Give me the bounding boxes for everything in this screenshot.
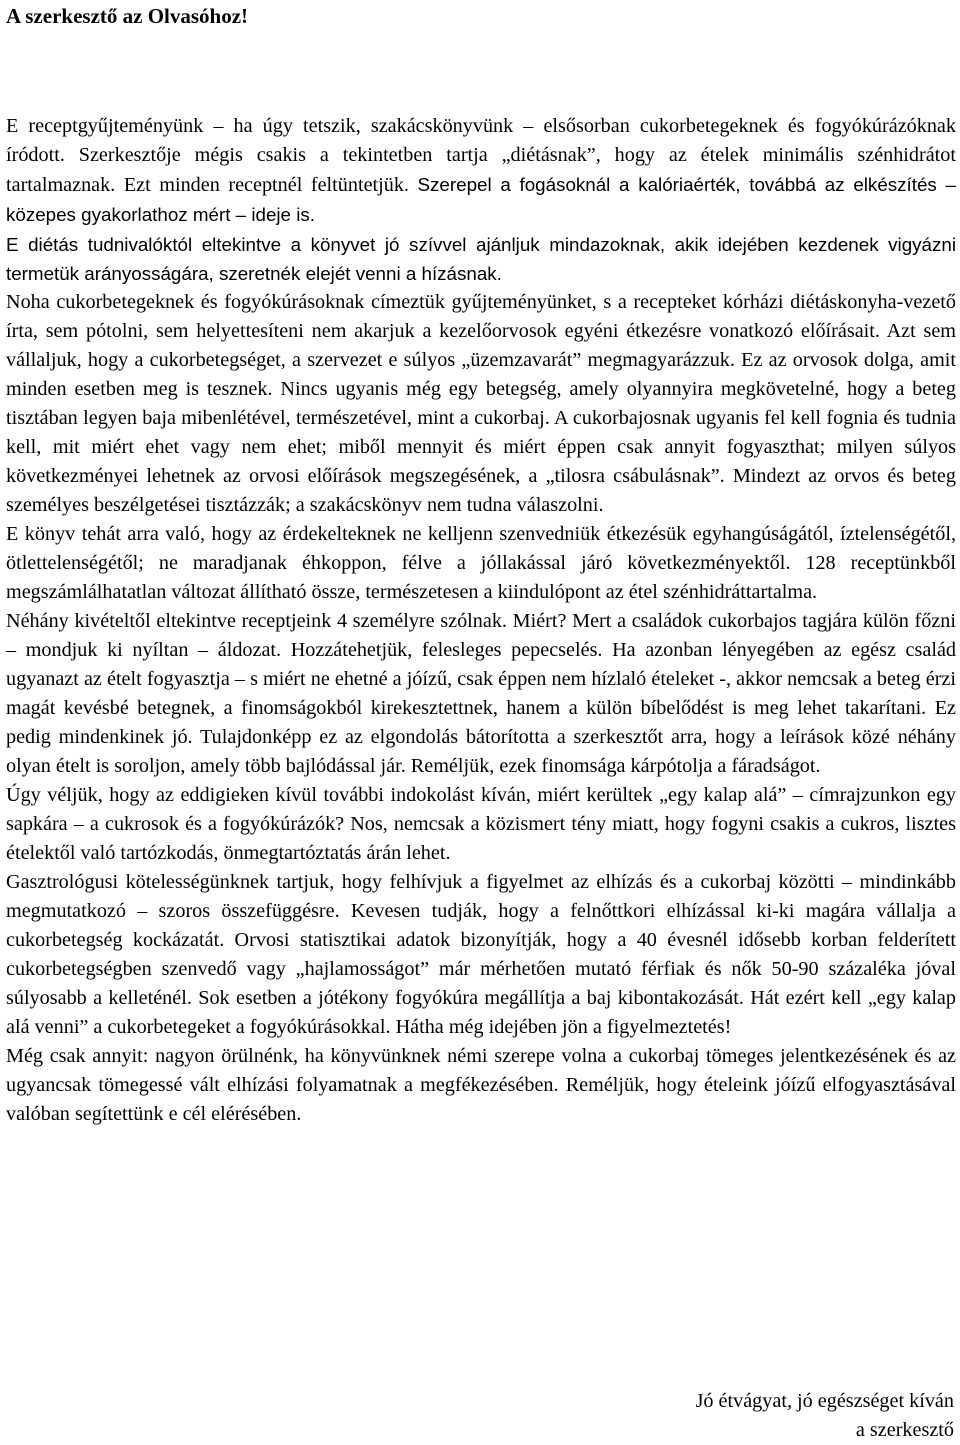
paragraph-intro: [6, 112, 956, 230]
paragraph-diet-note: E diétás tudnivalóktól eltekintve a könyvet jó szívvel ajánljuk mindazoknak, akik idejében kezdenek vigyázni termetük arányosságára, szeretnék elejét venni a hízásnak.: [6, 234, 956, 284]
paragraph-intro-text: E receptgyűjteményünk – ha úgy tetszik, szakácskönyvünk – elsősorban cukorbetegeknek és fogyókúrázóknak íródott. Szerkesztője mégis csakis a tekintetben tartja „diétásnak”, hogy az ételek minimális szénhidrátot tartalmaznak. Ezt minden receptnél feltüntetjük.: [6, 115, 956, 196]
closing-greeting: Jó étvágyat, jó egészséget kíván: [695, 1390, 954, 1412]
page-title: A szerkesztő az Olvasóhoz!: [6, 4, 249, 28]
paragraph-medical: Noha cukorbetegeknek és fogyókúrásoknak címeztük gyűjteményünket, s a recepteket kórházi diétáskonyha-vezető írta, sem pótolni, sem helyettesíteni nem akarjuk a kezelőorvosok egyéni étkezésre vonatkozó előírásait. Azt sem vállaljuk, hogy a cukorbetegséget, a szervezet e súlyos „üzemzavarát” megmagyarázzuk. Ez az orvosok dolga, amit minden esetben meg is tesznek. Nincs ugyanis még egy betegség, amely olyannyira megkövetelné, hogy a beteg tisztában legyen baja mibenlétével, természetével, mint a cukorbaj. A cukorbajosnak ugyanis fel kell fognia és tudnia kell, mit miért ehet vagy nem ehet; miből mennyit és miért éppen csak annyit fogyaszthat; milyen súlyos következményei lehetnek az orvosi előírások megszegésének, a „tilosra csábulásnak”. Mindezt az orvos és beteg személyes beszélgetései tisztázzák; a szakácskönyv nem tudna válaszolni.: [6, 291, 956, 516]
paragraph-gastrology: Gasztrológusi kötelességünknek tartjuk, hogy felhívjuk a figyelmet az elhízás és a cukorbaj közötti – mindinkább megmutatkozó – szoros összefüggésre. Kevesen tudják, hogy a felnőttkori elhízással ki-ki magára vállalja a cukorbetegség kockázatát. Orvosi statisztikai adatok bizonyítják, hogy a 40 évesnél idősebb korban felderített cukorbetegségben szenvedő vagy „hajlamosságot” már mérhetően mutató férfiak és nők 50-90 százaléka jóval súlyosabb a kelleténél. Sok esetben a jótékony fogyókúra megállítja a baj kibontakozását. Hát ezért kell „egy kalap alá venni” a cukorbetegeket a fogyókúrásokkal. Hátha még idejében jön a figyelmeztetés!: [6, 871, 956, 1038]
paragraph-final: Még csak annyit: nagyon örülnénk, ha könyvünknek némi szerepe volna a cukorbaj tömeges jelentkezésének és az ugyancsak tömegessé vált elhízási folyamatnak a megfékezésében. Reméljük, hogy ételeink jóízű elfogyasztásával valóban segítettünk e cél elérésében.: [6, 1045, 956, 1125]
closing-author: a szerkesztő: [855, 1419, 954, 1441]
closing-signature: [696, 1387, 954, 1445]
paragraph-one-hat: Úgy véljük, hogy az eddigieken kívül további indokolást kíván, miért kerültek „egy kalap alá” – címrajzunkon egy sapkára – a cukrosok és a fogyókúrázók? Nos, nemcsak a közismert tény miatt, hogy fogyni csakis a cukros, lisztes ételektől való tartózkodás, önmegtartóztatás árán lehet.: [6, 784, 956, 864]
paragraph-portions: Néhány kivételtől eltekintve receptjeink 4 személyre szólnak. Miért? Mert a családok cukorbajos tagjára külön főzni – mondjuk ki nyíltan – áldozat. Hozzátehetjük, felesleges pepecselés. Ha azonban lényegében az egész család ugyanazt az ételt fogyasztja – s miért ne ehetné a jóízű, csak éppen nem hízlaló ételeket -, akkor nemcsak a beteg érzi magát kevésbé betegnek, a finomságokból kirekesztettnek, hanem a külön bíbelődést is meg lehet takarítani. Ez pedig mindenkinek jó. Tulajdonképp ez az elgondolás bátorította a szerkesztőt arra, hogy a leírások közé néhány olyan ételt is soroljon, amely több bajlódással jár. Reméljük, ezek finomsága kárpótolja a fáradságot.: [6, 610, 956, 777]
document-body: [6, 112, 956, 1129]
paragraph-intro-sans-text: Szerepel a fogásoknál a kalóriaérték, továbbá az elkészítés – közepes gyakorlathoz mért – ideje is.: [6, 174, 956, 225]
document-page: [6, 0, 956, 1129]
paragraph-purpose: E könyv tehát arra való, hogy az érdekelteknek ne kelljenn szenvedniük étkezésük egyhangúságától, íztelenségétől, ötlettelenségétől; ne maradjanak éhkoppon, félve a jóllakással járó következményektől. 128 receptünkből megszámlálhatatlan változat állítható össze, természetesen a kiindulópont az étel szénhidráttartalma.: [6, 523, 956, 603]
